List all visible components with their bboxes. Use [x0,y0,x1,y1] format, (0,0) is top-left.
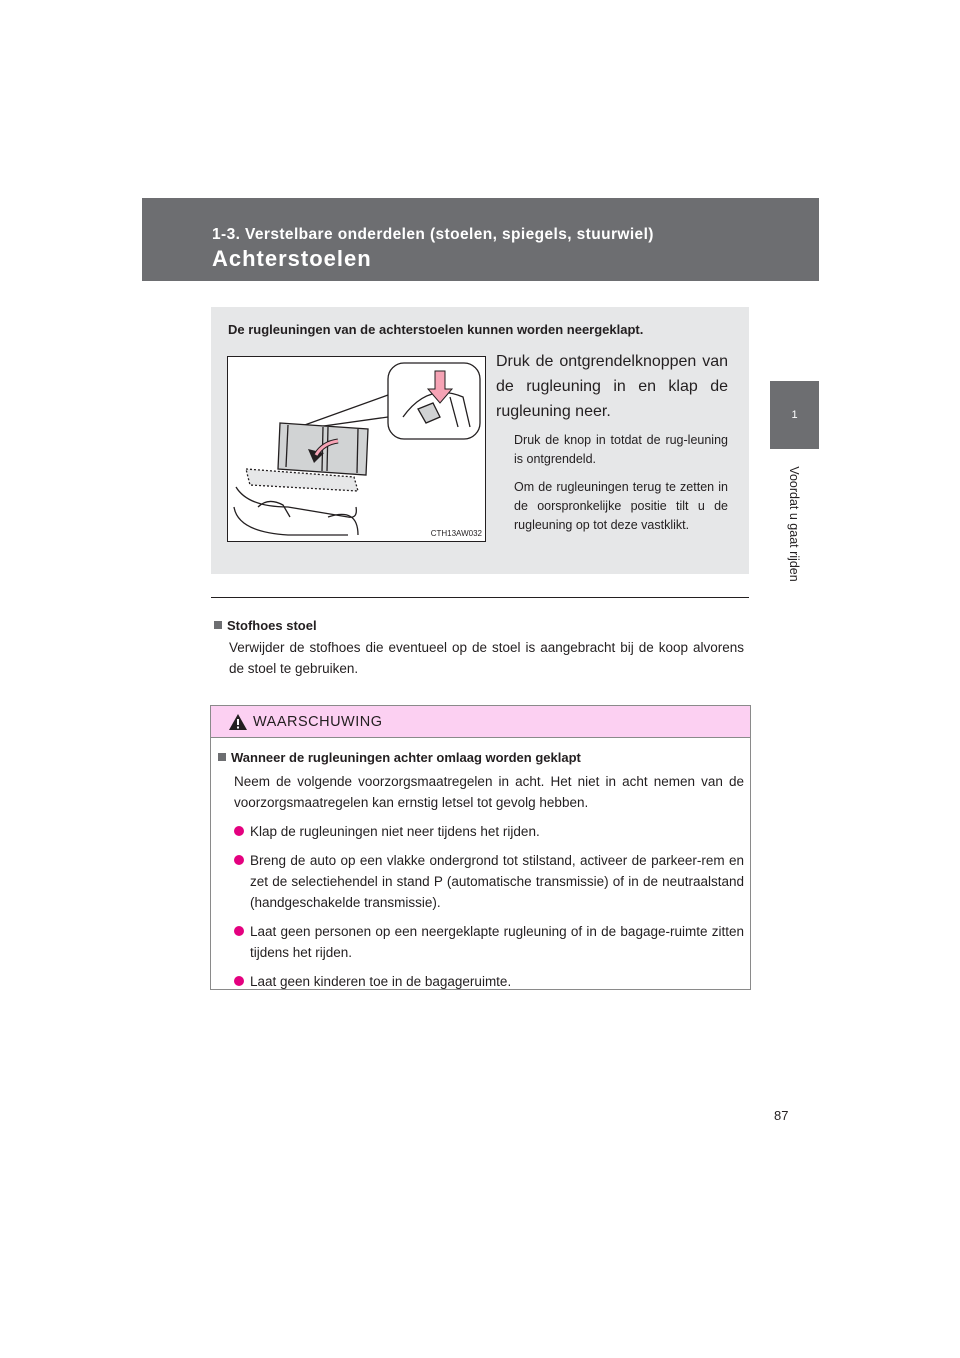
warning-bullet [234,821,744,842]
warning-bullet-text: Klap de rugleuningen niet neer tijdens het rijden. [250,824,540,839]
warning-bullet-text: Laat geen kinderen toe in de bagageruimte. [250,974,512,989]
bullet-dot-icon [234,826,244,836]
warning-bullet [234,850,744,913]
illustration-code: CTH13AW032 [430,529,482,538]
warning-content [218,750,744,992]
bullet-dot-icon [234,855,244,865]
intro-sub-text-1: Druk de knop in totdat de rug-leuning is ontgrendeld. [514,433,728,466]
warning-bullet [234,971,744,992]
section-divider [211,597,749,598]
bullet-dot-icon [234,926,244,936]
warning-heading [218,750,744,765]
square-bullet-icon [214,621,222,629]
intro-main-instruction: Druk de ontgrendelknoppen van de rugleuning in en klap de rugleuning neer. [496,353,728,420]
warning-bullet-text: Laat geen personen op een neergeklapte rugleuning of in de bagage-ruimte zitten tijdens het rijden. [250,924,744,960]
warning-bullet-text: Breng de auto op een vlakke ondergrond tot stilstand, activeer de parkeer-rem en zet de selectiehendel in stand P (automatische transmissie) of in de neutraalstand (handgeschakelde transmissie). [250,853,744,910]
bullet-dot-icon [234,976,244,986]
page-number: 87 [774,1108,789,1123]
square-bullet-icon [218,753,226,761]
warning-bullet [234,921,744,963]
warning-triangle-icon [228,713,248,731]
note-heading-text: Stofhoes stoel [227,618,317,633]
chapter-number: 1 [791,409,798,421]
intro-box [211,307,749,574]
warning-box [210,705,751,990]
note-heading [214,618,744,633]
intro-heading: De rugleuningen van de achterstoelen kunnen worden neergeklapt. [228,322,644,337]
intro-sub-text-2: Om de rugleuningen terug te zetten in de oorspronkelijke positie tilt u de rugleuning op tot deze vastklikt. [514,480,728,532]
note-section [214,618,744,679]
seat-fold-drawing [228,357,485,541]
warning-header [211,706,750,738]
page-title: Achterstoelen [212,246,372,271]
warning-title: WAARSCHUWING [253,714,383,730]
seat-illustration [227,356,486,542]
note-body: Verwijder de stofhoes die eventueel op de stoel is aangebracht bij de koop alvorens de stoel te gebruiken. [229,640,744,676]
header-band [142,198,819,281]
section-title: 1-3. Verstelbare onderdelen (stoelen, spiegels, stuurwiel) [212,226,654,243]
chapter-label-text: Voordat u gaat rijden [787,466,801,582]
warning-intro: Neem de volgende voorzorgsmaatregelen in acht. Het niet in acht nemen van de voorzorgsmaatregelen kan ernstig letsel tot gevolg hebben. [234,774,744,810]
warning-heading-text: Wanneer de rugleuningen achter omlaag worden geklapt [231,750,581,765]
chapter-tab [770,381,819,449]
